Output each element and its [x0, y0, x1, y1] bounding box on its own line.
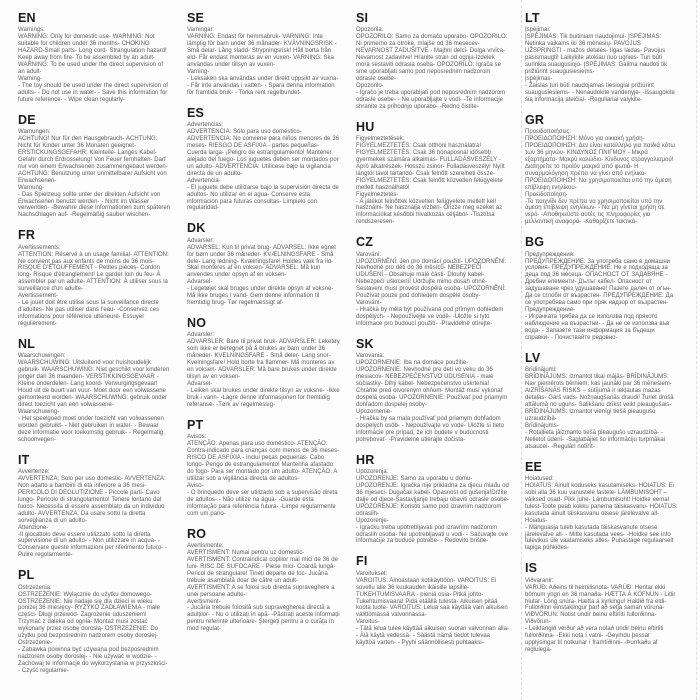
language-code-heading: HU — [356, 119, 375, 134]
warning-sub-text: - Jucăria trebuie folosită sub supravegherea directă a adulților- - Nu o utilizați în apă- -Păstrați aceste informații pentru referințe ulterioare- Ștergeți pentru a o curăța în mod regulat- — [187, 605, 340, 633]
language-section — [525, 114, 678, 227]
language-section — [18, 338, 171, 444]
warnings-intro-label: Varování: — [356, 251, 382, 258]
warnings-intro-label: Hoiatused: — [525, 475, 554, 482]
language-code-heading: CZ — [356, 235, 374, 250]
language-section — [18, 229, 171, 328]
language-section — [356, 555, 509, 647]
language-code-heading: SK — [356, 337, 374, 352]
warning-sub-label: Opozorilo- — [356, 82, 384, 89]
warning-main-text: ADVERTENCIA: Sólo para uso doméstico- ADVERTENCIA: No conviene para niños menores de 36 meses- RIESGO DE ASFIXIA - partes pequeñas- Cuerda larga- ¡Peligro de estrangulamiento! Mantener alejado del fuego- Los juguetes deben ser montados por un adulto- ADVERTENCIA: Utilícese bajo la vigilancia directa de un adulto- — [187, 128, 340, 177]
language-section — [356, 236, 509, 328]
warning-sub-label: Advertencia- — [187, 177, 221, 184]
language-code-heading: FI — [356, 554, 368, 569]
warnings-intro-label: Advarsler: — [187, 332, 215, 339]
warning-sub-label: Ostrzeżenie- — [18, 640, 53, 647]
language-code-heading: FR — [18, 228, 36, 243]
warning-sub-text: - Tätä lelua tulee käyttää aikuisen suoran valvonnan alla- - Älä käytä vedessä- - Säästä nämä tiedot tulevaa käyttöä varten- - Pyyhi säännöllisesti puhtaaksi- — [356, 626, 509, 647]
warnings-intro-label: Figyelmeztetések: — [356, 135, 405, 142]
warning-sub-text: - Hračka by sa mala používať pod priamym dohľadom dospelých osôb- - Nepoužívajte vo vode- Uložte si tieto informácie pre prípad, že ich budete v budúcnosti potrebovať- -Pravidelne utierajte dočista- — [356, 415, 505, 443]
language-section — [187, 12, 340, 97]
warning-main-text: AVVERTENZA: Solo per uso domestic- AVVERTENZA: Non adatto a bambini di età inferiore a 36 mesi- PERICOLO DI DEGLUTIZIONE - Piccole parti- Cavo lungo- Pericolo di strangolamento! Tenere lontano dal fuoco- Necessita di essere assemblato da un individuo adulto- AVVERTENZA: Da usare sotto la diretta sorveglianza di un adulto- — [18, 475, 166, 524]
warning-sub-label: Įspėjimas- — [525, 75, 553, 82]
language-code-heading: GR — [525, 112, 545, 127]
warnings-intro-label: Varningar: — [187, 27, 215, 34]
language-code-heading: SE — [187, 11, 205, 25]
warnings-intro-label: Waarschuwingen: — [18, 353, 66, 360]
warnings-intro-label: Varovania: — [356, 353, 385, 360]
warning-main-text: ĮSPĖJIMAS: Tik buitiniam naudojimui- ĮSPĖJIMAS: Netinka vaikams iki 36 mėnesių- PAVOJUS UŽSPRINGTI - mažos detalės- Ilgas laidas- Pavojus pasismaugti! Laikykite atokiau nuo ugnies- Turi būti surinkta suaugusiojo- ĮSPĖJIMAS: Galima naudoti tik prižiūrint suaugusiesiems- — [525, 34, 668, 75]
warning-main-text: OSTRZEŻENIE: Wyłącznie do użytku domowego- OSTRZEŻENIE: Nie nadaje się dla dzieci w wieku poniżej 36 miesięcy- RYZYKO ZADŁAWIENIA - małe części- Długi przewód- Zagrożenie uduszeniem! Trzymać z daleka od ognia- Montaż musi zostać wykonany przez osobę dorosłą- OSTRZEŻENIE: Do użytku pod bezpośrednim nadzorem osoby dorosłej- — [18, 591, 160, 640]
warning-main-text: UPOZORNENIE: Iba na domáce použitie- UPOZORNENIE: Nevhodné pre deti vo veku do 36 mesiacov- NEBEZPEČENSTVO UDUSENIA - malé súčiastky- Dlhý kábel- Nebezpečenstvo uškrtenia! Chráňte pred otvoreným ohňom- Montáž musí vykonať dospelá osoba- UPOZORNENIE: Používať pod priamym dohľadom dospelej osoby- — [356, 360, 508, 408]
language-section — [187, 419, 340, 518]
warnings-intro-label: Προειδοποιήσεις: — [525, 128, 572, 135]
warnings-intro-label: Įspėjimai: — [525, 27, 551, 34]
warning-sub-text: - O brinquedo deve ser utilizado sob a supervisão direta de adultos- - Não utilize na água- -Guarde esta informação para referência futura- -Limpe regularmente com um pano- — [187, 489, 338, 517]
warning-sub-text: - Mänguasja tuleb kasutada täiskasvanute otsese järelevalve all- - Mitte kasutada vees- -Hoidke see info tulevikus üle vaatamiseks alles- Puhastage regulaarselt lapiga pühkides- — [525, 524, 674, 552]
language-section — [525, 236, 678, 342]
language-section — [18, 569, 171, 675]
warning-sub-label: Предупреждение- — [525, 307, 576, 314]
warning-sub-label: Varování- — [356, 300, 382, 307]
warning-sub-label: Advarsel- — [187, 279, 213, 286]
warning-sub-label: Hoiatus- — [525, 517, 548, 524]
warning-sub-label: Brīdinājums- — [525, 422, 559, 429]
warning-sub-text: - Le jouet doit être utilisé sous la surveillance directe d'adultes- Ne pas utiliser dans l'eau- -Conservez ces informations pour référence ultérieure- Essuyer régulièrement- — [18, 300, 160, 328]
language-code-heading: EE — [525, 459, 543, 474]
warning-sub-text: - Igračo je treba uporabljati pod neposrednim nadzorom odrasle osebe- - Ne uporabljajte v vodi- -Te informacije shranite za prihodnjo uporabo- -Redno čistite- — [356, 89, 506, 110]
warning-main-text: OPOZORILO: Samo za domačo uporabo- OPOZORILO: Ni primerno za otroke, mlajše od 36 mesecev- NEVARNOST ZADUŠITVE - Majhni delci- Dolga vrvica- Nevarnost zadavitve! Hranite stran od ognja-Izdelek mora sestaviti odrasla oseba- OPOZORILO: Igrača se sme uporabljati samo pod neposrednim nadzorom odrasle osebe- — [356, 34, 508, 82]
warning-sub-label: Upozornenie- — [356, 408, 393, 415]
language-code-heading: LV — [525, 350, 541, 365]
warning-sub-label: Avertisment- — [187, 598, 221, 605]
warning-main-text: VARNING: Endast för hemmabruk- VARNING: Inte lämplig för barn under 36 månader- KVÄVNINGSRISK - Små delar- Lång sladd- Strypningsrisk! Håll borta från eld- Får endast monteras av en vuxen- VARNING: Ska användas under tillsyn av vuxen- — [187, 34, 337, 69]
warning-sub-label: Upozorenje- — [356, 517, 389, 524]
warning-main-text: ADVARSLER: Bare til privat bruk- ADVARSLER: Leketøy som ikke er beregnet på å brukes av barn under 36 måneder- KVELNINGSFARE - Små deler- Lang snor- Kvelningsfare! Hold borte fra flammer- Må monteres av en voksen- ADVARSLER: Må bare brukes under direkte tilsyn av en voksen- — [187, 339, 340, 381]
warning-sub-text: - Leikfangið verður að vera notað undir beinu eftirliti fullorðinna- -Ekki nota í vatni- -Geymdu þessar upplýsingar til notkunar í framtíðinni- -Þurrkaðu af reglulega- — [525, 626, 664, 654]
language-section — [18, 114, 171, 220]
warning-sub-text: - Leiken skal brukes under direkte tilsyn av voksne- -Ikke bruk i vann- -Lagre denne informasjonen for fremtidig referanse- -Tørk av regelmessig- — [187, 388, 340, 408]
warning-sub-text: -Il giocattolo deve essere utilizzato sotto la diretta supervisione di un adulto- - Non utilizzare in acqua- -Conservare queste informazioni per riferimento futuro- -Pulire regolarmente- — [18, 531, 167, 559]
language-section — [525, 562, 678, 654]
warning-main-text: FIGYELMEZTETÉS: Csak otthoni használatra! FIGYELMEZTETÉS: Csak 36 hónaposnál idősebb gyermekek számára alkalmas- FULLADÁSVESZÉLY - Apró alkatrészek- Hosszú zsinór- Fulladásveszély! Nyílt lángtól távol tartandó- Csak felnőtt szerelheti össze- FIGYELMEZTETÉS: Csak felnőtt közvetlen felügyelete mellett használható! — [356, 142, 505, 191]
language-section — [18, 12, 171, 104]
language-code-heading: HR — [356, 452, 375, 467]
language-code-heading: RO — [187, 526, 207, 541]
warning-sub-label: Varning- — [187, 68, 210, 75]
warning-sub-text: -Το παιχνίδι δεν πρέπει να χρησιμοποιείται υπό την άμεση επίβλεψη ενηλίκων- - Να μη γίνεται χρήση σε νερό- -Αποθηκεύστε αυτές τις πληροφορίες για μελλοντική αναφορά- -Καθαρίζετε τακτικά- — [525, 198, 665, 226]
language-section — [187, 528, 340, 634]
warning-sub-text: - The toy should be used under the direct supervision of adults- - Do not use in water- - Save this information for future reference- - Wipe clean regularly- — [18, 82, 168, 103]
language-code-heading: SI — [356, 11, 369, 25]
warnings-intro-label: Предупреждения: — [525, 251, 575, 258]
language-section — [18, 454, 171, 560]
language-code-heading: EN — [18, 11, 36, 25]
warnings-intro-label: Advarsler: — [187, 237, 215, 244]
language-code-heading: IT — [18, 452, 30, 467]
language-section — [525, 352, 678, 451]
warnings-intro-label: Avertismente: — [187, 542, 224, 549]
warnings-intro-label: Viðvaranir: — [525, 577, 554, 584]
warning-main-text: ADVARSEL: Kun til privat brug- ADVARSEL: Ikke egnet for børn under 36 måneder- KVÆLNINGSFARE - Små dele- Lang ledning- Kvælningsfare! Holdes væk fra ild- Skal monteres af en voksen- ADVARSEL: Må kun anvendes under opsyn af en voksen- — [187, 244, 336, 279]
warnings-intro-label: Avisos: — [187, 434, 207, 441]
fold-cut-mark-line — [521, 0, 522, 700]
warnings-intro-label: Warnings: — [18, 27, 45, 34]
warning-main-text: HOIATUS: Ainult koduseks kasutamiseks- HOIATUS: Ei sobi alla 36 kuu vanustele lastele- LÄMBUMISOHT – väiksed osad- Pikk juhe- Lämbumisoht! Hoidke eemal tulest-Toote peab kokku panema täiskasvanu- HOIATUS: kasutada ainult täiskasvanu otsese järelevalve all- — [525, 482, 678, 517]
language-section — [356, 454, 509, 546]
warning-main-text: ATENÇÃO: Apenas para uso doméstico- ATENÇÃO: Contra-indicado para crianças com menos de 36 meses- RISCO DE ASFIXIA - inclui peças pequenas- Cabo longo- Perigo de estrangulamento! Mantenha afastado do fogo- Para ser montado por um adulto- ATENÇÃO: A utilizar sob a vigilância directa de adultos- — [187, 441, 340, 482]
language-section — [356, 338, 509, 444]
warning-sub-label: Warning- — [18, 75, 43, 82]
language-section — [525, 461, 678, 553]
language-section — [356, 121, 509, 227]
warning-main-text: ПРЕДУПРЕЖДЕНИЕ: За употреба само в домашни условия- ПРЕДУПРЕЖДЕНИЕ: Не е подходяща за деца под 36 месеца- ОПАСНОСТ ОТ ЗАДАВЯНЕ - Дребни елементи- Дълъг кабел- Опасност от задушаване чрез удушаване! Пазете далеч от огън- Да се сглоби от възрастен- ПРЕДУПРЕЖДЕНИЕ: Да се употребява само при пряк надзор от възрастен- — [525, 258, 674, 307]
warnings-intro-label: Brīdinājumi: — [525, 367, 557, 374]
warning-sub-text: - Das Spielzeug sollte unter der direkten Aufsicht von Erwachsenen benutzt werden- - Nicht im Wasser verwenden- -Bewahre diese Informationen zum späteren Nachschlagen auf- -Regelmäßig sauber wischen- — [18, 191, 171, 219]
language-code-heading: DK — [187, 221, 206, 236]
warnings-intro-label: Ostrzeżenia: — [18, 584, 52, 591]
warning-main-text: ATTENTION: Réservé à un usage familial- ATTENTION: Ne convient pas aux enfants de moins de 36 mois- RISQUE D'ÉTOUFFEMENT - Petites pièces- Cordon long- Risque d'étranglement! Le garder loin du feu- À assembler par un adulte- ATTENTION: À utiliser sous la surveillance d'un adulte- — [18, 251, 169, 293]
column-3 — [356, 12, 509, 685]
language-section — [187, 107, 340, 213]
warning-main-text: WAARSCHUWING: Uitsluitend voor huishoudelijk gebruik- WAARSCHUWING: Niet geschikt voor kinderen jonger dan 36 maanden- VERSTIKKINGSGEVAAR - Kleine onderdelen- Lang koord- Verwurgingsgevaar! Houd uit de buurt van vuur- Moet door een volwassene gemonteerd worden- WAARSCHUWING: gebruik onder direct toezicht van een volwassene- — [18, 360, 170, 408]
warnings-intro-label: Avertissements: — [18, 244, 61, 251]
warning-main-text: VAROITUS: Ainoastaan kotikäyttöön- VAROITUS: Ei sovellu alle 36 kuukauden ikäisille lapsille- TUKEHTUMISVAARA - pieniä osia- Pitkä johto- Tukehtumisvaara! Pidä etäällä tulesta- Aikuisen pitää koota tuote- VAROITUS: Lelua saa käyttää vain aikuisen välittömässä valvonnassa- — [356, 577, 508, 619]
warning-main-text: UPOZORENJE: Samo za uporabu u domu-UPOZORENJE: Igračka nije prikladna za djecu mlađu od 36 mjeseci- Dugačak kabel- Opasnost od gušenja!Držite dalje od djece-Sastavljanje trebaju obaviti odrasle osobe- UPOZORENJE: Koristiti samo pod izravnim nadzorom odraslih- — [356, 475, 509, 517]
warning-sub-label: Προειδοποίηση- — [525, 191, 568, 198]
warnings-intro-label: Opozorila: — [356, 27, 384, 34]
warning-main-text: WARNING: Only for domestic use- WARNING: Not suitable for children under 36 months- CHOKING HAZARD-Small parts- Long cord- Strangulation hazard! Keep away from fire- To be assembled by an adult- WARNING: To be used under the direct supervision of an adult- — [18, 34, 167, 75]
language-code-heading: LT — [525, 11, 540, 25]
language-code-heading: BG — [525, 235, 545, 250]
language-section — [525, 12, 678, 104]
language-code-heading: DE — [18, 112, 36, 127]
warning-sub-label: Advarsel- — [187, 381, 213, 388]
language-section — [187, 222, 340, 307]
warning-sub-text: - Het speelgoed moet onder toezicht van volwassenen worden gebruikt- - Niet gebruiken in water- - Bewaar deze informatie voor toekomstig gebruik- - Regelmatig schoonvegen- — [18, 415, 164, 443]
warning-sub-text: - A játékot felnőttek közvetlen felügyelete mellett kell használni- Ne használja vízben- Őrizze meg ezeket az információkat későbbi hivatkozás céljából- -Tisztítsa rendszeresen- — [356, 198, 503, 226]
warning-main-text: UPOZORNĚNÍ: Jen pro domácí použití- UPOZORNĚNÍ: Nevhodné pro děti do 36 měsíců- NEBEZPEČÍ UDUŠENÍ - Obsahuje malé části- Dlouhý kabel- Nebezpečí uškrcení! Udržujte mimo dosah ohně- Sestavení musí provést dospělá osoba- UPOZORNĚNÍ: Používat pouze pod dohledem dospělé osoby- — [356, 258, 507, 300]
warning-sub-label: Attenzione- — [18, 524, 49, 531]
warning-sub-label: Waarschuwing- — [18, 408, 60, 415]
warning-sub-text: - Rotaļlieta jāizmanto tiešā pieaugušo uzraudzībā- - Nelietot ūdenī- -Saglabājiet šo informāciju turpmākai atsaucei- -Regulāri notīrīt- — [525, 429, 666, 450]
language-code-heading: PT — [187, 417, 204, 432]
language-section — [356, 12, 509, 111]
language-code-heading: ES — [187, 105, 205, 120]
warning-sub-text: - Играчката трябва да се използва под прякото наблюдение на възрастни- - Да не се използва във вода- - Запазете тази информация за бъдещи справки- - Почиствайте редовно- — [525, 314, 670, 342]
warning-sub-label: Avertissement- — [18, 293, 58, 300]
warning-sub-text: - Legetøjet skal bruges under direkte opsyn af voksne- Må ikke bruges i vand- Gem denne information til fremtidig brug- Tør regelmæssigt af- — [187, 286, 334, 307]
column-4 — [525, 12, 678, 685]
fold-cut-mark-line — [696, 0, 697, 700]
warning-sub-text: - Leksaken ska användas under direkt uppsikt av vuxna- - Får inte användas i vatten- - Spara denna information för framtida bruk- - Torka rent regelbundet- — [187, 75, 339, 96]
language-code-heading: IS — [525, 561, 538, 576]
warning-sub-text: - Hračka by měla být používaná pod přímým dohledem dospělých- - Nepoužívejte ve vodě- -Uložte si tyto informace pro budoucí použití- -Pravidelně otírejte- — [356, 307, 504, 328]
warnings-intro-label: Advertencias: — [187, 122, 224, 129]
warning-main-text: ΠΡΟΕΙΔΟΠΟΙΗΣΗ: Μόνο για οικιακή χρήση- ΠΡΟΕΙΔΟΠΟΙΗΣΗ: Δεν είναι κατάλληλο για παιδιά κάτω των 36 μηνών- ΚΙΝΔΥΝΟΣ ΠΝΙΓΜΟΥ - Μικρά εξαρτήματα- Μακρύ καλώδιο- Κίνδυνος στραγγαλισμού! Διατηρείτε το προϊόν μακριά από φωτιά- Η συναρμολόγηση πρέπει να γίνει από ενήλικα- ΠΡΟΕΙΔΟΠΟΙΗΣΗ: Να χρησιμοποιείται υπό την άμεση επίβλεψη ενηλίκου- — [525, 135, 676, 191]
column-2 — [187, 12, 340, 685]
warning-main-text: ACHTUNG! Nur für den Hausgebrauch- ACHTUNG: Nicht für Kinder unter 36 Monaten geeignet- ERSTICKUNGSGEFAHR: Kleinteile- Langes Kabel- Gefahr durch Erdrosselung! Von Feuer fernhalten- Darf nur von einem Erwachsenen zusammengebaut werden- ACHTUNG: Benutzung unter unmittelbarer Aufsicht von Erwachsenen- — [18, 135, 168, 184]
warning-sub-text: - El juguete debe utilizarse bajo la supervisión directa de adultos- No utilizar en el agua- Conserve esta información para futuras consultas- Limpielo con regularidad- — [187, 184, 339, 212]
column-1 — [18, 12, 171, 685]
warning-sub-label: Figyelmeztetés- — [356, 191, 399, 198]
warning-sub-label: Varoitus- — [356, 619, 380, 626]
warnings-intro-label: Varoitukset: — [356, 570, 388, 577]
warning-sub-text: - Zabawka powinna być używana pod bezpośrednim nadzorem osoby dorosłej- - Nie używać w wodzie- - Zachowaj te informacje do wykorzystania w przyszłości- - Czyść regularnie- — [18, 647, 168, 675]
warnings-intro-label: Upozorenja: — [356, 468, 389, 475]
warnings-intro-label: Avvertenze: — [18, 468, 50, 475]
language-code-heading: NL — [18, 337, 36, 352]
warning-sub-text: - Igračku treba upotrebljavati pod izravnim nadzorom odraslih osoba- Ne upotrebljavati u vodi- - Sačuvajte ove informacije za buduće potrebe- - Redovito brišite- — [356, 524, 509, 545]
warning-main-text: AVERTISMENT: Numai pentru uz domestic- AVERTISMENT: Contraindicat copiilor mai mici de 36 de luni- RISC DE SUFOCARE - Piese mici- Coardă lungă- Pericol de strangulare! Țineți departe de foc- Jucăria trebuie asamblată doar de către un adult- AVERTISMENT: A se folosi sub directa supraveghere a unei persoane adulte- — [187, 549, 338, 598]
language-code-heading: NO — [187, 316, 207, 331]
warning-sub-label: Aviso- — [187, 482, 204, 489]
warnings-intro-label: Warnungen: — [18, 128, 51, 135]
language-section — [187, 317, 340, 409]
warning-main-text: VARÚÐ: Aðeins til heimilisnota- VARÚÐ: Hentar ekki börnum yngri en 36 mánaða- HÆTTA Á KÖFNUN - Litlir hlutar- Löng snúra- Hætta á kyrkingu! Haldið frá eldi- Fullorðinn einstaklingur þarf að setja saman vöruna- VIÐVÖRUN: Notist undir beinu eftirliti fullorðinna- — [525, 584, 676, 619]
language-code-heading: PL — [18, 568, 35, 583]
warning-main-text: BRĪDINĀJUMS: Izmantot tikai mājās- BRĪDINĀJUMS: Nav piemērots bērniem, kas jaunāki par 36 mēnešiem- AIZRĪŠANĀS RISKS – sūtījumā ir iekļautas mazas detaļas- Garš vads- Nožņaugšanās draudi! Turiet drošā attālumā no uguns- Salikšanu drīkst veikt pieaugušais- BRĪDINĀJUMS: Izmantot vienīgi tiešā pieaugušo uzraudzībā- — [525, 374, 674, 422]
warning-sub-label: Warnung- — [18, 184, 45, 191]
warning-sub-label: Viðvörun- — [525, 619, 551, 626]
warning-sub-text: - Žaislas turi būti naudojamas tiesiogiai prižiūrint suaugusiesiems- - Nenaudokite vandenyje- -Išsaugokite šią informaciją ateičiai- -Reguliariai valykite- — [525, 82, 675, 103]
